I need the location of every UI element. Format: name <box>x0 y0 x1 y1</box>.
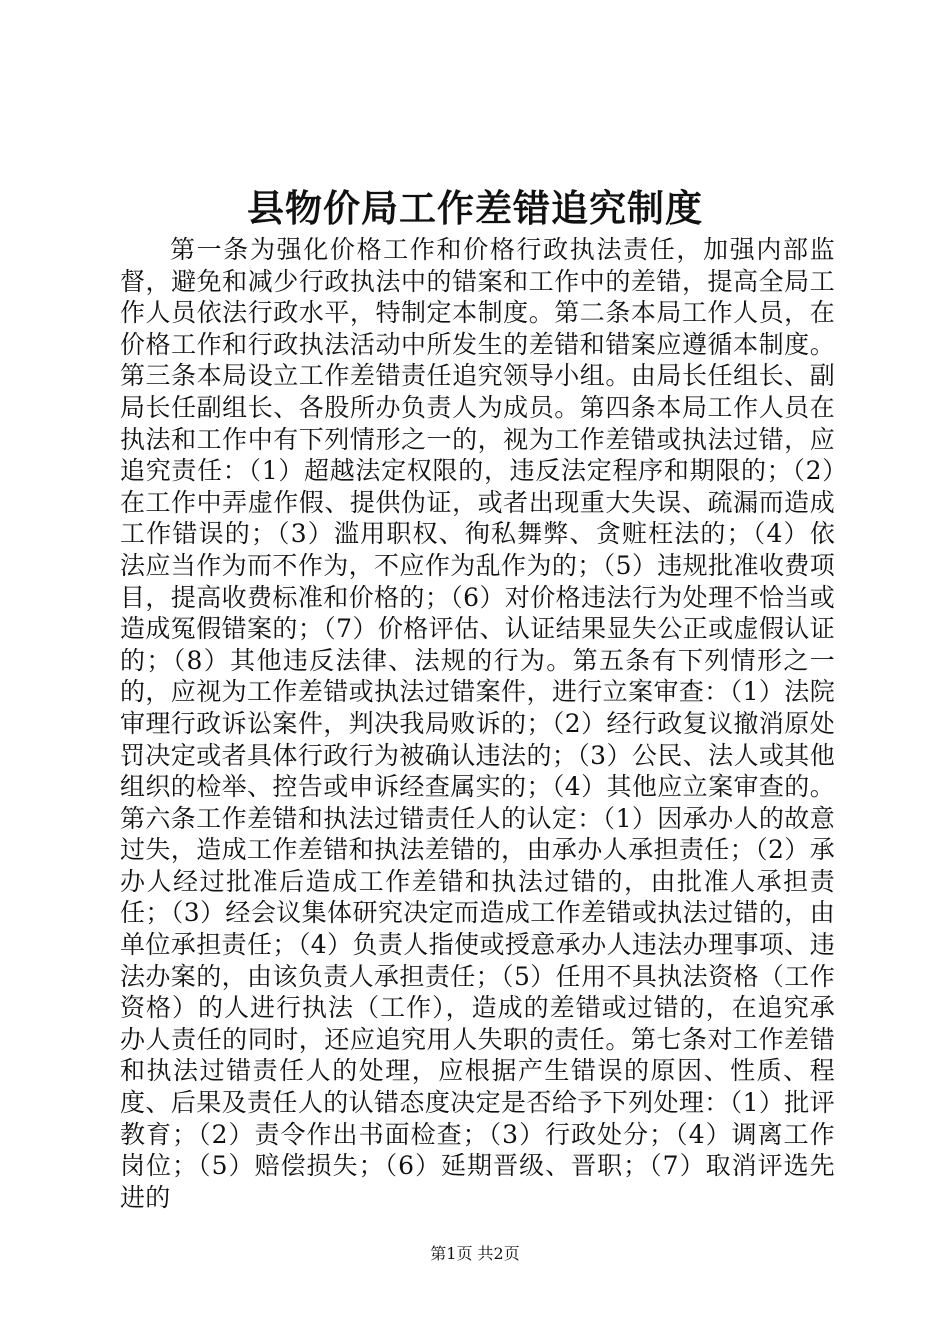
document-title: 县物价局工作差错追究制度 <box>247 186 703 230</box>
document-body: 第一条为强化价格工作和价格行政执法责任，加强内部监督，避免和减少行政执法中的错案和工作中的差错，提高全局工作人员依法行政水平，特制定本制度。第二条本局工作人员，在价格工作和行政执法活动中所发生的差错和错案应遵循本制度。第三条本局设立工作差错责任追究领导小组。由局长任组长、副局长任副组长、各股所办负责人为成员。第四条本局工作人员在执法和工作中有下列情形之一的，视为工作差错或执法过错，应追究责任：（1）超越法定权限的，违反法定程序和期限的；（2）在工作中弄虚作假、提供伪证，或者出现重大失误、疏漏而造成工作错误的；（3）滥用职权、徇私舞弊、贪赃枉法的；（4）依法应当作为而不作为，不应作为乱作为的；（5）违规批准收费项目，提高收费标准和价格的；（6）对价格违法行为处理不恰当或造成冤假错案的；（7）价格评估、认证结果显失公正或虚假认证的；（8）其他违反法律、法规的行为。第五条有下列情形之一的，应视为工作差错或执法过错案件，进行立案审查：（1）法院审理行政诉讼案件，判决我局败诉的；（2）经行政复议撤消原处罚决定或者具体行政行为被确认违法的；（3）公民、法人或其他组织的检举、控告或申诉经查属实的；（4）其他应立案审查的。第六条工作差错和执法过错责任人的认定：（1）因承办人的故意过失，造成工作差错和执法差错的，由承办人承担责任；（2）承办人经过批准后造成工作差错和执法过错的，由批准人承担责任；（3）经会议集体研究决定而造成工作差错或执法过错的，由单位承担责任；（4）负责人指使或授意承办人违法办理事项、违法办案的，由该负责人承担责任；（5）任用不具执法资格（工作资格）的人进行执法（工作），造成的差错或过错的，在追究承办人责任的同时，还应追究用人失职的责任。第七条对工作差错和执法过错责任人的处理，应根据产生错误的原因、性质、程度、后果及责任人的认错态度决定是否给予下列处理：（1）批评教育；（2）责令作出书面检查；（3）行政处分；（4）调离工作岗位；（5）赔偿损失；（6）延期晋级、晋职；（7）取消评选先进的 <box>120 235 835 1212</box>
page-indicator: 第1页 共2页 <box>430 1244 520 1263</box>
